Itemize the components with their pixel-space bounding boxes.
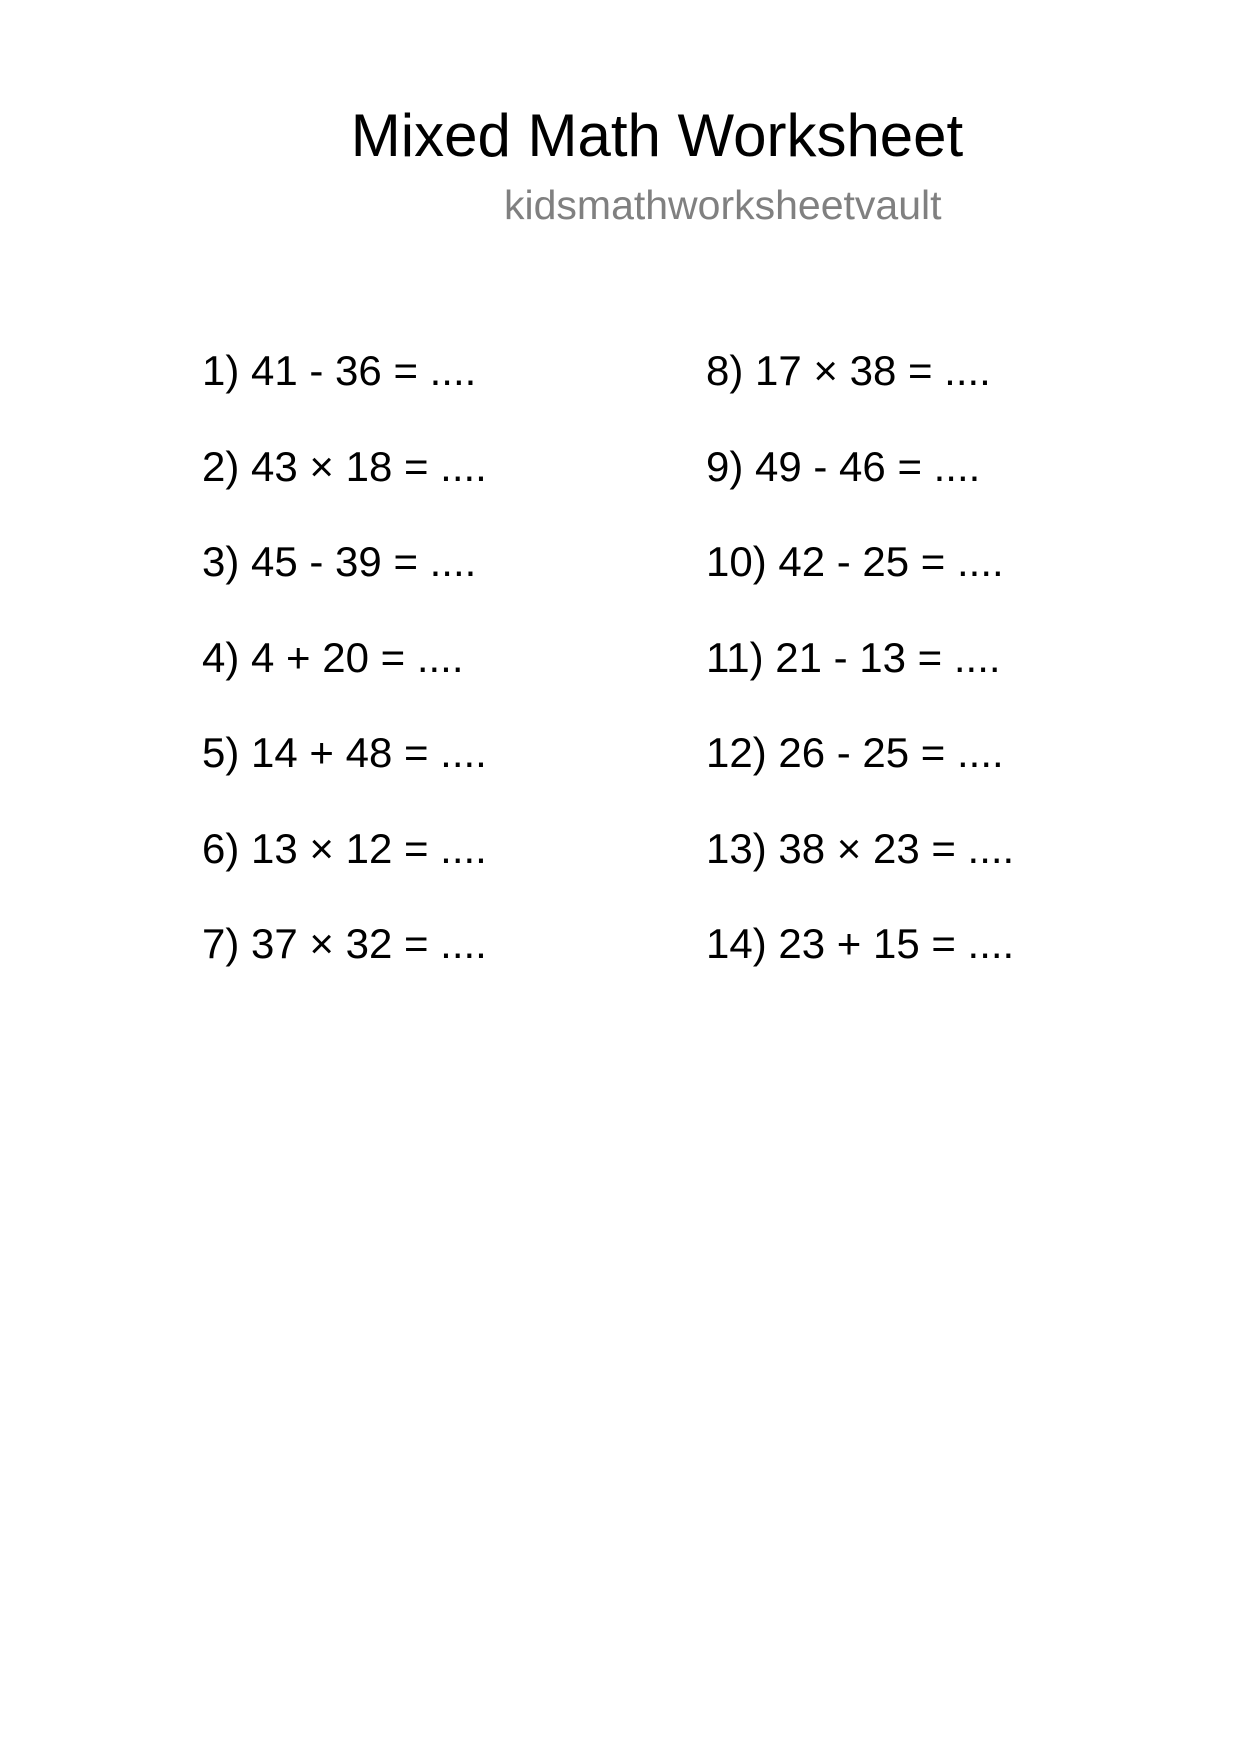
problem-item: 3) 45 - 39 = .... (202, 538, 477, 585)
problem-item: 1) 41 - 36 = .... (202, 347, 477, 394)
problem-item: 2) 43 × 18 = .... (202, 442, 487, 490)
problem-item: 7) 37 × 32 = .... (202, 920, 487, 967)
problem-item: 11) 21 - 13 = .... (706, 633, 1001, 681)
problem-item: 10) 42 - 25 = .... (706, 538, 1004, 585)
worksheet-source: kidsmathworksheetvault (504, 182, 942, 228)
problem-item: 9) 49 - 46 = .... (706, 442, 981, 490)
problem-item: 13) 38 × 23 = .... (706, 824, 1015, 872)
problem-item: 5) 14 + 48 = .... (202, 729, 487, 776)
problem-item: 14) 23 + 15 = .... (706, 920, 1015, 967)
worksheet-title: Mixed Math Worksheet (350, 102, 964, 169)
problem-item: 6) 13 × 12 = .... (202, 824, 487, 872)
problem-item: 8) 17 × 38 = .... (706, 347, 991, 394)
problem-item: 4) 4 + 20 = .... (202, 633, 464, 681)
problem-item: 12) 26 - 25 = .... (706, 729, 1004, 776)
problem-column-right (706, 346, 1014, 1015)
problem-column-left (202, 346, 487, 1015)
